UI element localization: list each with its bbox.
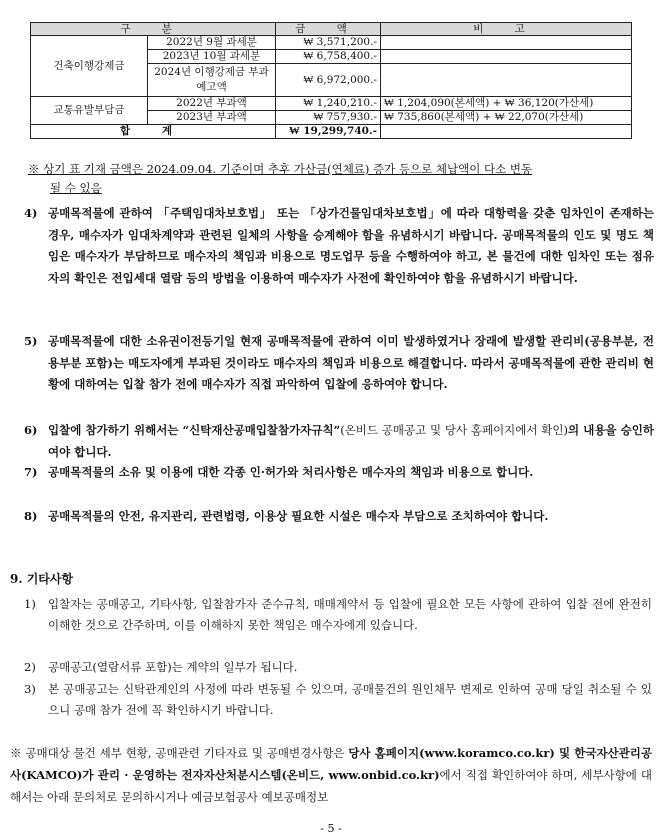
closing-paragraph [10, 742, 652, 808]
memo-cell: ₩ 1,204,090(본세액) + ₩ 36,120(가산세) [381, 97, 632, 111]
item-number: 5) [24, 334, 38, 348]
period-cell: 2022년 9월 과세분 [148, 36, 276, 50]
item-text-bold: 의 내용을 승인하여야 합니다. [48, 423, 654, 459]
memo-cell: ₩ 735,860(본세액) + ₩ 22,070(가산세) [381, 111, 632, 125]
closing-text: 에서 직접 확인하여야 하며, 세부사항에 대해서는 아래 문의처로 문의하시거나 예금보험공사 예보공매정보 [10, 768, 652, 804]
item-text: 공매목적물의 안전, 유지관리, 관련법령, 이용상 필요한 시설은 매수자 부담으로 조치하여야 합니다. [48, 509, 549, 523]
total-row [31, 125, 632, 139]
header-memo: 비 고 [381, 23, 632, 36]
total-memo [381, 125, 632, 139]
item-number: 3) [24, 682, 36, 696]
table-row [31, 97, 632, 111]
list-item [24, 462, 654, 484]
period-cell: 2024년 이행강제금 부과예고액 [148, 64, 276, 97]
amount-cell: ₩ 3,571,200.- [276, 36, 381, 50]
list-item [24, 506, 654, 528]
header-amount: 금 액 [276, 23, 381, 36]
list-item [24, 203, 654, 289]
amount-cell: ₩ 6,758,400.- [276, 50, 381, 64]
header-category: 구 분 [31, 23, 276, 36]
note-line: ※ 상기 표 기재 금액은 2024.09.04. 기준이며 추후 가산금(연체료) 증가 등으로 체납액이 다소 변동 [28, 162, 533, 176]
item-number: 7) [24, 465, 38, 479]
closing-text: ※ 공매대상 물건 세부 현황, 공매관련 기타자료 및 공매변경사항은 [10, 746, 349, 760]
list-item [24, 657, 652, 678]
period-cell: 2022년 부과액 [148, 97, 276, 111]
amount-note [28, 160, 640, 198]
note-line: 될 수 있음 [50, 181, 102, 195]
item-text [48, 420, 654, 463]
memo-cell [381, 50, 632, 64]
list-item [24, 594, 652, 636]
item-number: 2) [24, 660, 36, 674]
item-text: 공매목적물의 소유 및 이용에 대한 각종 인·허가와 처리사항은 매수자의 책임과 비용으로 합니다. [48, 465, 534, 479]
total-label: 합 계 [31, 125, 276, 139]
amount-cell: ₩ 6,972,000.- [276, 64, 381, 97]
period-cell: 2023년 부과액 [148, 111, 276, 125]
item-text: 공매공고(열람서류 포함)는 계약의 일부가 됩니다. [48, 660, 298, 674]
item-text-normal: (온비드 공매공고 및 당사 홈페이지에서 확인) [340, 423, 568, 437]
item-number: 8) [24, 509, 38, 523]
tax-arrears-table [30, 22, 632, 139]
item-number: 4) [24, 206, 38, 220]
list-item [24, 679, 652, 721]
total-amount: ₩ 19,299,740.- [276, 125, 381, 139]
table-row [31, 36, 632, 50]
page-number: - 5 - [320, 822, 342, 835]
category-cell: 교통유발부담금 [31, 97, 148, 125]
section-title: 9. 기타사항 [10, 572, 74, 586]
item-text: 입찰자는 공매공고, 기타사항, 입찰참가자 준수규칙, 매매계약서 등 입찰에 필요한 모든 사항에 관하여 입찰 전에 완전히 이해한 것으로 간주하며, 이를 이해하지 못한 책임은 매수자에게 있습니다. [48, 597, 652, 632]
amount-cell: ₩ 757,930.- [276, 111, 381, 125]
amount-cell: ₩ 1,240,210.- [276, 97, 381, 111]
item-text: 본 공매공고는 신탁관계인의 사정에 따라 변동될 수 있으며, 공매물건의 원인채무 변제로 인하여 공매 당일 취소될 수 있으니 공매 참가 전에 꼭 확인하시기 바랍니다. [48, 682, 652, 717]
memo-cell [381, 36, 632, 50]
item-text: 공매목적물에 관하여 「주택임대차보호법」 또는 「상가건물임대차보호법」에 따라 대항력을 갖춘 임차인이 존재하는 경우, 매수자가 임대차계약과 관련된 일체의 사항을 승계해야 함을 유념하시기 바랍니다. 공매목적물의 인도 및 명도 책임은 매수자가 부담하므로 매수자의 책임과 비용으로 명도업무 등을 수행하여야 하고, 본 물건에 대한 임차인 또는 점유자의 확인은 전입세대 열람 등의 방법을 이용하여 매수자가 사전에 확인하여야 함을 유념하시기 바랍니다. [48, 206, 654, 285]
list-item [24, 420, 654, 463]
item-text: 공매목적물에 대한 소유권이전등기일 현재 공매목적물에 관하여 이미 발생하였거나 장래에 발생할 관리비(공용부분, 전용부분 포함)는 매도자에게 부과된 것이라도 매수자의 책임과 비용으로 해결합니다. 따라서 공매목적물에 관한 관리비 현황에 대하여는 입찰 참가 전에 매수자가 직접 파악하여 입찰에 응하여야 합니다. [48, 334, 654, 392]
item-text-bold: 입찰에 참가하기 위해서는 “신탁재산공매입찰참가자규칙” [48, 423, 341, 437]
memo-cell [381, 64, 632, 97]
period-cell: 2023년 10월 과세분 [148, 50, 276, 64]
item-number: 1) [24, 597, 36, 611]
category-cell: 건축이행강제금 [31, 36, 148, 97]
list-item [24, 331, 654, 396]
item-number: 6) [24, 423, 38, 437]
closing-bold: 당사 홈페이지(www.koramco.co.kr) 및 한국자산관리공사(KAMCO)가 관리 · 운영하는 전자자산처분시스템(온비드, www.onbid.co.kr) [10, 746, 652, 782]
